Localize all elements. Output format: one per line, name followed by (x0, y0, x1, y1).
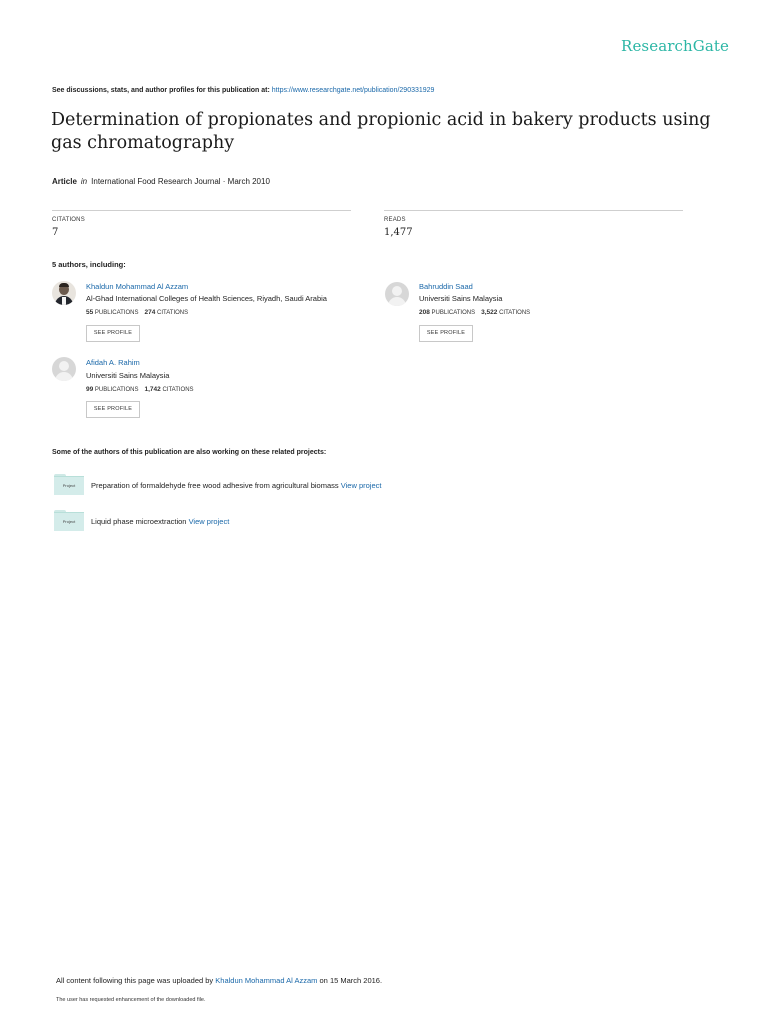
author-publications-label: PUBLICATIONS (431, 310, 476, 316)
upload-date: on 15 March 2016. (319, 976, 383, 985)
avatar[interactable] (385, 282, 409, 306)
author-name-link[interactable]: Bahruddin Saad (419, 282, 473, 291)
citations-label: CITATIONS (52, 217, 85, 223)
project-item (91, 517, 229, 526)
view-project-link[interactable]: View project (340, 481, 382, 490)
publication-link-label: See discussions, stats, and author profiles for this publication at: (52, 87, 270, 94)
article-meta (52, 177, 270, 186)
author-publications-label: PUBLICATIONS (94, 310, 139, 316)
author-stats (419, 309, 530, 316)
avatar[interactable] (52, 357, 76, 381)
view-project-link[interactable]: View project (188, 517, 230, 526)
project-icon-label: Project (62, 483, 76, 488)
citations-value: 7 (52, 227, 59, 238)
uploader-link[interactable]: Khaldun Mohammad Al Azzam (215, 976, 318, 985)
project-title: Preparation of formaldehyde free wood adhesive from agricultural biomass (91, 481, 339, 490)
author-citations-label: CITATIONS (157, 310, 189, 316)
see-profile-button[interactable]: SEE PROFILE (86, 325, 140, 342)
author-institution: Universiti Sains Malaysia (419, 294, 503, 303)
author-citations-count: 274 (144, 309, 156, 316)
see-profile-button[interactable]: SEE PROFILE (419, 325, 473, 342)
project-item (91, 481, 381, 490)
project-folder-icon (54, 510, 84, 530)
article-type: Article (52, 177, 77, 186)
author-citations-count: 3,522 (481, 309, 498, 316)
author-publications-count: 99 (86, 386, 94, 393)
authors-heading: 5 authors, including: (52, 260, 126, 269)
upload-info (56, 976, 382, 985)
reads-value: 1,477 (384, 227, 413, 238)
page-title: Determination of propionates and propionic acid in bakery products using gas chromatography (51, 110, 711, 153)
upload-prefix: All content following this page was uploaded by (56, 976, 214, 985)
author-publications-count: 208 (419, 309, 430, 316)
publication-url-link[interactable]: https://www.researchgate.net/publication/290331929 (271, 87, 435, 94)
related-projects-heading: Some of the authors of this publication are also working on these related projects: (52, 449, 327, 456)
publication-link-line (52, 87, 434, 94)
avatar[interactable] (52, 281, 76, 305)
project-folder-icon (54, 474, 84, 494)
author-publications-label: PUBLICATIONS (94, 387, 139, 393)
see-profile-button[interactable]: SEE PROFILE (86, 401, 140, 418)
reads-divider (384, 210, 683, 211)
author-institution: Universiti Sains Malaysia (86, 371, 170, 380)
author-citations-label: CITATIONS (162, 387, 194, 393)
enhancement-note: The user has requested enhancement of the downloaded file. (56, 997, 206, 1003)
author-stats (86, 309, 188, 316)
project-title: Liquid phase microextraction (91, 517, 187, 526)
reads-label: READS (384, 217, 406, 223)
author-name-link[interactable]: Khaldun Mohammad Al Azzam (86, 282, 189, 291)
author-citations-label: CITATIONS (499, 310, 531, 316)
author-citations-count: 1,742 (144, 386, 161, 393)
journal-info: International Food Research Journal · March 2010 (91, 177, 270, 186)
author-publications-count: 55 (86, 309, 94, 316)
project-icon-label: Project (62, 519, 76, 524)
researchgate-logo[interactable]: ResearchGate (621, 37, 729, 55)
author-name-link[interactable]: Afidah A. Rahim (86, 358, 140, 367)
author-institution: Al-Ghad International Colleges of Health Sciences, Riyadh, Saudi Arabia (86, 294, 327, 303)
author-stats (86, 386, 194, 393)
meta-in: in (80, 177, 88, 186)
citations-divider (52, 210, 351, 211)
